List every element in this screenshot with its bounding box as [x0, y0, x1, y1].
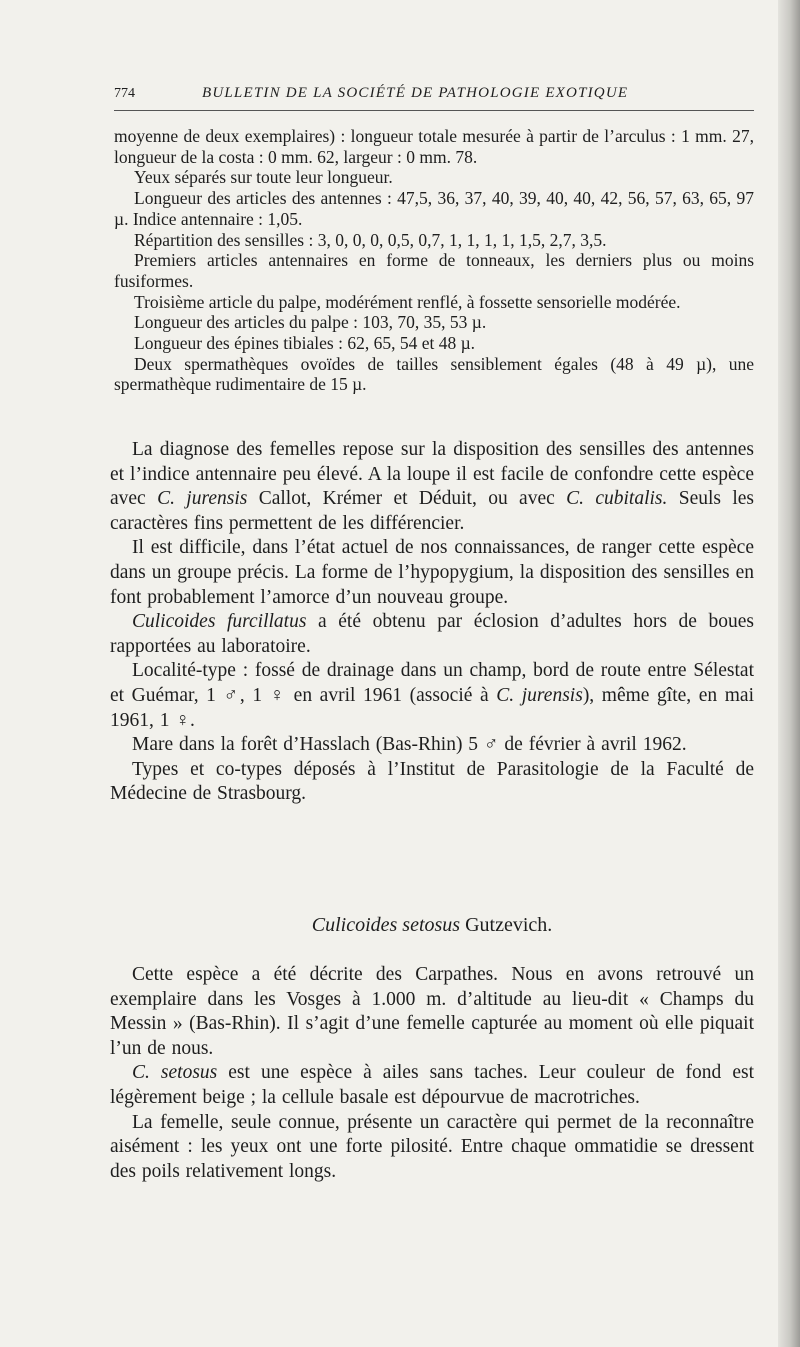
paragraph: Cette espèce a été décrite des Carpathes. Nous en avons retrouvé un exemplaire dans les Vosges à 1.000 m. d’altitude au lieu-dit « Champs du Messin » (Bas-Rhin). Il s’agit d’une femelle capturée au moment où elle piquait l’un de nous.: [110, 964, 754, 1059]
discussion-text: [110, 438, 754, 807]
paragraph: La diagnose des femelles repose sur la disposition des sensilles des antennes et l’indice antennaire peu élevé. A la loupe il est facile de confondre cette espèce avec C. jurensis Callot, Krémer et Déduit, ou avec C. cubitalis. Seuls les caractères fins permettent de les différencier.: [110, 439, 755, 534]
journal-title: BULLETIN DE LA SOCIÉTÉ DE PATHOLOGIE EXOTIQUE: [202, 85, 629, 101]
description-line: Longueur des articles des antennes : 47,5, 36, 37, 40, 39, 40, 40, 42, 56, 57, 63, 65, 97 µ. Indice antennaire : 1,05.: [114, 188, 754, 229]
paragraph: Culicoides furcillatus a été obtenu par éclosion d’adultes hors de boues rapportées au laboratoire.: [110, 611, 754, 657]
description-line: Yeux séparés sur toute leur longueur.: [134, 167, 393, 188]
paragraph: La femelle, seule connue, présente un caractère qui permet de la reconnaître aisément : les yeux ont une forte pilosité. Entre chaque ommatidie se dressent des poils relativement longs.: [110, 1111, 754, 1182]
description-line: Premiers articles antennaires en forme de tonneaux, les derniers plus ou moins fusiformes.: [114, 250, 754, 291]
paragraph: C. setosus est une espèce à ailes sans taches. Leur couleur de fond est légèrement beige ; la cellule basale est dépourvue de macrotriches.: [110, 1062, 754, 1108]
description-line: Troisième article du palpe, modérément renflé, à fossette sensorielle modérée.: [134, 291, 681, 312]
description-line: Répartition des sensilles : 3, 0, 0, 0, 0,5, 0,7, 1, 1, 1, 1, 1,5, 2,7, 3,5.: [134, 229, 607, 250]
species-description: [114, 126, 754, 395]
paragraph: Localité-type : fossé de drainage dans un champ, bord de route entre Sélestat et Guémar, 1 ♂, 1 ♀ en avril 1961 (associé à C. jurensis), même gîte, en mai 1961, 1 ♀.: [110, 660, 754, 731]
paragraph: Types et co-types déposés à l’Institut de Parasitologie de la Faculté de Médecine de Strasbourg.: [110, 758, 754, 805]
running-header: [114, 84, 754, 111]
paragraph: Il est difficile, dans l’état actuel de nos connaissances, de ranger cette espèce dans un groupe précis. La forme de l’hypopygium, la disposition des sensilles en font probablement l’amorce d’un nouveau groupe.: [110, 537, 754, 608]
description-line: moyenne de deux exemplaires) : longueur totale mesurée à partir de l’arculus : 1 mm. 27, longueur de la costa : 0 mm. 62, largeur : 0 mm. 78.: [114, 126, 754, 167]
page-number: 774: [114, 86, 135, 101]
description-line: Longueur des articles du palpe : 103, 70, 35, 53 µ.: [134, 312, 487, 333]
setosus-text: [110, 963, 754, 1184]
description-line: Longueur des épines tibiales : 62, 65, 54 et 48 µ.: [134, 333, 476, 354]
description-line: Deux spermathèques ovoïdes de tailles sensiblement égales (48 à 49 µ), une spermathèque rudimentaire de 15 µ.: [114, 353, 754, 395]
section-heading: Culicoides setosus Gutzevich.: [311, 914, 553, 936]
paragraph: Mare dans la forêt d’Hasslach (Bas-Rhin) 5 ♂ de février à avril 1962.: [132, 734, 687, 756]
page-edge-shadow: [778, 0, 800, 1347]
